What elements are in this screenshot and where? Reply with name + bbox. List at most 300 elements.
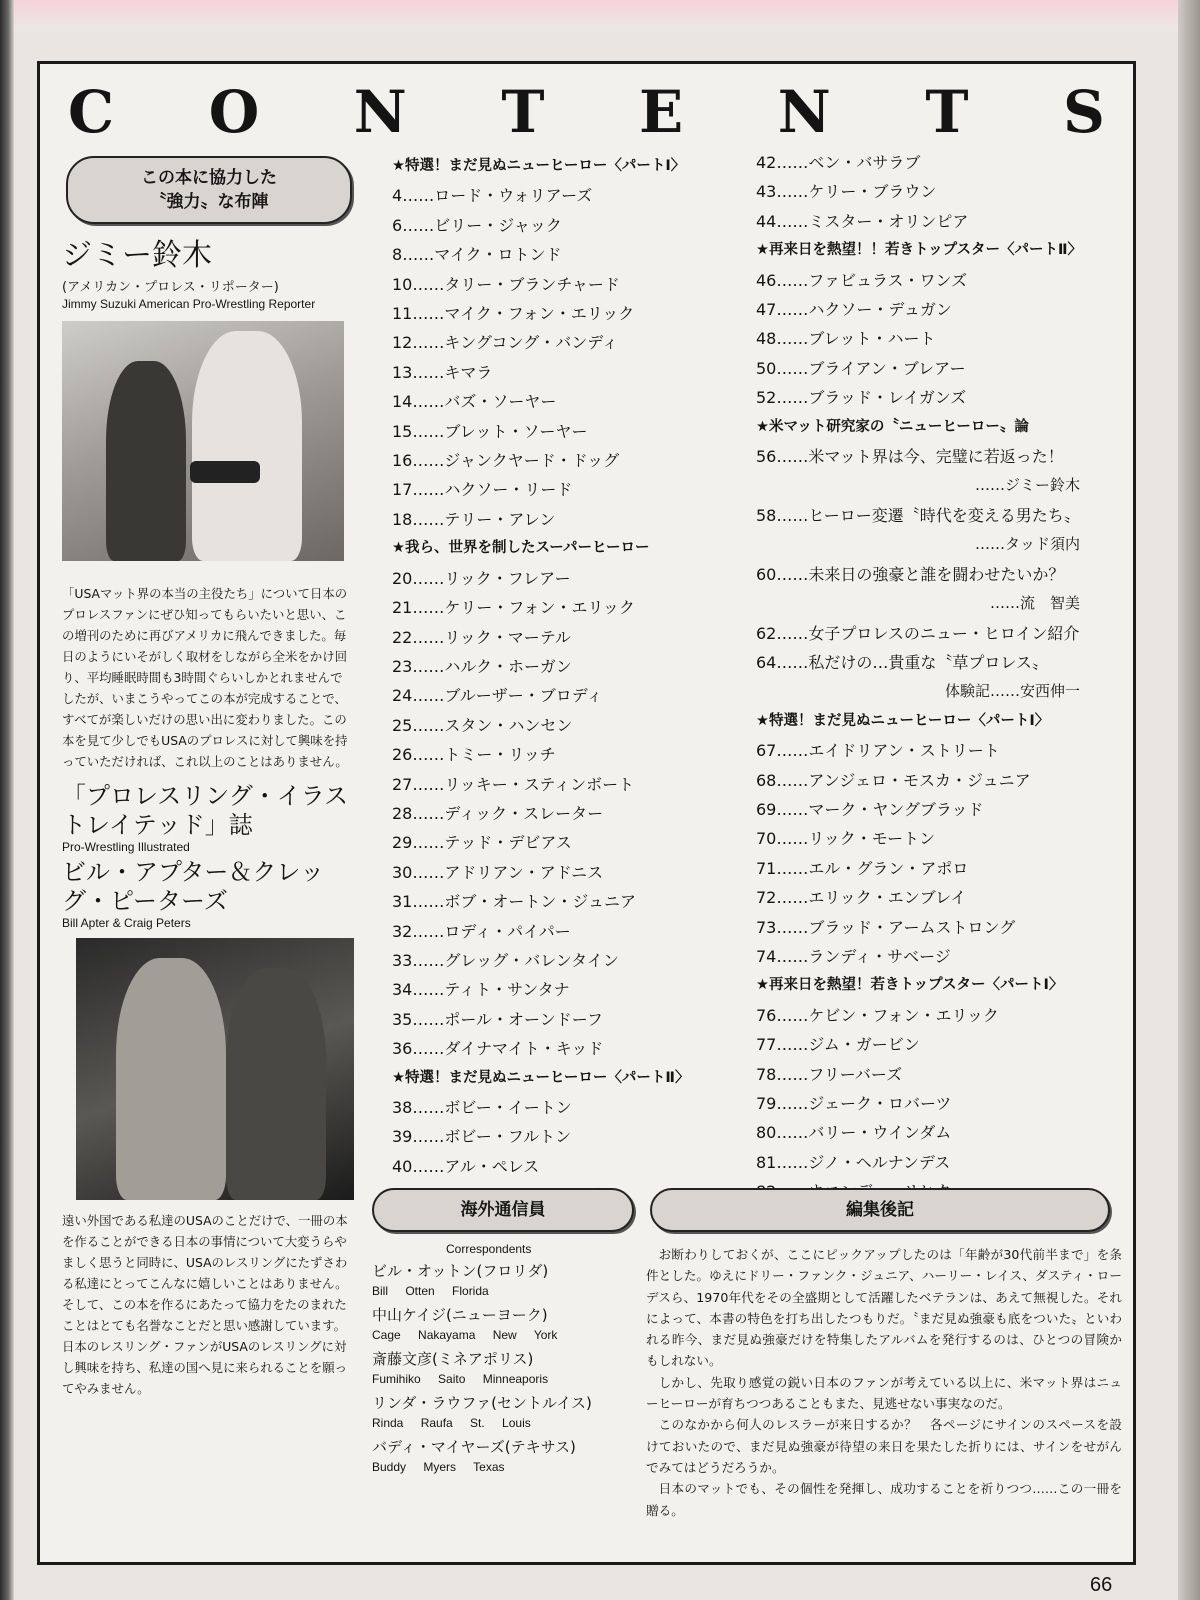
toc-entry xyxy=(756,1060,1116,1089)
toc-entry-name: マイク・ロトンド xyxy=(434,245,562,265)
toc-entry xyxy=(392,475,742,504)
toc-entry xyxy=(392,1034,742,1063)
toc-entry-name: グレッグ・バレンタイン xyxy=(444,950,619,970)
title-letter: T xyxy=(501,78,545,146)
toc-entry-name: ポール・オーンドーフ xyxy=(444,1009,603,1029)
contributor-title-jp: (アメリカン・プロレス・リポーター) xyxy=(62,280,279,295)
toc-entry-name: ケリー・ブラウン xyxy=(808,182,937,202)
toc-leader-dots: …… xyxy=(412,1039,445,1059)
toc-leader-dots: …… xyxy=(412,1009,445,1029)
toc-page-number: 28 xyxy=(392,803,413,823)
toc-leader-dots: …… xyxy=(776,1152,809,1172)
toc-leader-dots: …… xyxy=(776,153,809,172)
toc-entry xyxy=(756,442,1116,471)
toc-leader-dots: …… xyxy=(412,656,445,676)
toc-leader-dots: …… xyxy=(776,652,809,672)
photo-figure xyxy=(192,331,302,561)
toc-leader-dots: …… xyxy=(776,300,809,320)
toc-leader-dots: …… xyxy=(776,799,809,819)
toc-entry xyxy=(756,560,1116,589)
title-letter: S xyxy=(1063,78,1105,146)
toc-author-credit: ……流 智美 xyxy=(989,594,1080,613)
photo-figure xyxy=(106,361,186,561)
toc-entry-name: リッキー・スティンボート xyxy=(444,774,635,794)
toc-entry xyxy=(392,1093,742,1122)
toc-page-number: 20 xyxy=(392,568,413,588)
correspondent-name-jp: 斎藤文彦(ミネアポリス) xyxy=(372,1350,534,1368)
toc-page-number: 8 xyxy=(392,245,403,265)
toc-page-number: 43 xyxy=(756,182,777,202)
toc-page-number: 29 xyxy=(392,833,413,853)
toc-page-number: 64 xyxy=(756,652,777,672)
toc-leader-dots: …… xyxy=(412,627,445,647)
editor-note-paragraph: このなかから何人のレスラーが来日するか？ 各ページにサインのスペースを設けておいたので、まだ見ぬ強豪が待望の来日を果たした折りには、サインをせがんでみてはどうだろうか。 xyxy=(646,1417,1122,1475)
toc-leader-dots: …… xyxy=(776,946,809,966)
toc-middle-column xyxy=(392,152,742,1211)
toc-entry xyxy=(756,1001,1116,1030)
toc-entry-name: ブレット・ハート xyxy=(808,329,936,349)
toc-page-number: 77 xyxy=(756,1035,777,1055)
title-letter: O xyxy=(208,78,260,146)
toc-page-number: 70 xyxy=(756,829,777,849)
championship-belt xyxy=(190,461,260,483)
toc-entry-name: テリー・アレン xyxy=(444,509,556,529)
toc-entry xyxy=(756,383,1116,412)
toc-entry xyxy=(392,358,742,387)
toc-entry-name: キングコング・バンディ xyxy=(444,333,618,353)
toc-page-number: 62 xyxy=(756,623,777,643)
toc-entry xyxy=(756,913,1116,942)
toc-entry-name: 女子プロレスのニュー・ヒロイン紹介 xyxy=(808,623,1080,643)
toc-page-number: 16 xyxy=(392,451,413,471)
toc-author-credit: ……ジミー鈴木 xyxy=(974,476,1080,495)
toc-entry xyxy=(392,1152,742,1181)
toc-page-number: 78 xyxy=(756,1064,777,1084)
toc-leader-dots: …… xyxy=(412,833,445,853)
toc-page-number: 38 xyxy=(392,1098,413,1117)
toc-entry-name: ハルク・ホーガン xyxy=(444,656,572,676)
toc-entry xyxy=(392,1122,742,1151)
toc-entry-name: 未来日の強豪と誰を闘わせたいか？ xyxy=(808,564,1065,584)
toc-entry xyxy=(392,828,742,857)
toc-entry xyxy=(756,354,1116,383)
toc-entry-name: ビリー・ジャック xyxy=(434,215,562,235)
toc-leader-dots: …… xyxy=(776,388,809,408)
toc-page-number: 68 xyxy=(756,770,777,790)
toc-page-number: 48 xyxy=(756,329,777,349)
toc-entry xyxy=(392,975,742,1004)
title-letter: N xyxy=(777,78,831,146)
magazine-name-en: Pro-Wrestling Illustrated xyxy=(62,840,190,854)
correspondent-name-jp: ビル・オットン(フロリダ) xyxy=(372,1262,549,1280)
title-letter: C xyxy=(68,78,115,146)
toc-page-number: 58 xyxy=(756,505,777,525)
toc-entry xyxy=(392,740,742,769)
toc-entry xyxy=(392,946,742,975)
toc-page-number: 36 xyxy=(392,1039,413,1059)
toc-entry-name: リック・モートン xyxy=(808,829,936,849)
correspondents-list xyxy=(372,1260,672,1476)
toc-entry-name: ブラッド・レイガンズ xyxy=(808,388,967,408)
toc-entry xyxy=(392,887,742,916)
toc-leader-dots: …… xyxy=(776,829,809,849)
contributors-heading: この本に協力した 〝強力〟な布陣 xyxy=(66,156,352,224)
toc-entry-name: アンジェロ・モスカ・ジュニア xyxy=(808,770,1031,790)
editor-note-section xyxy=(646,1188,1122,1521)
toc-entry-name: ハクソー・デュガン xyxy=(808,300,952,320)
toc-entry-name: ミスター・オリンピア xyxy=(808,211,969,231)
toc-right-column xyxy=(756,148,1116,1207)
toc-leader-dots: …… xyxy=(412,362,445,382)
correspondent-name-jp: 中山ケイジ(ニューヨーク) xyxy=(372,1306,548,1324)
toc-entry xyxy=(756,736,1116,765)
toc-entry-name: エイドリアン・ストリート xyxy=(808,741,1000,761)
toc-entry xyxy=(392,858,742,887)
toc-entry xyxy=(392,328,742,357)
toc-leader-dots: …… xyxy=(412,980,445,1000)
toc-author-credit: ……タッド須内 xyxy=(974,535,1080,554)
toc-page-number: 76 xyxy=(756,1005,777,1025)
photo-apter-peters xyxy=(76,938,354,1200)
toc-entry-name: バズ・ソーヤー xyxy=(444,392,557,412)
toc-entry-name: エル・グラン・アポロ xyxy=(808,858,969,878)
contributor-name: ジミー鈴木 xyxy=(62,238,212,273)
toc-page-number: 72 xyxy=(756,888,777,908)
toc-entry-name: ケビン・フォン・エリック xyxy=(808,1005,999,1025)
toc-page-number: 32 xyxy=(392,921,413,941)
toc-page-number: 4 xyxy=(392,186,403,206)
toc-page-number: 30 xyxy=(392,862,413,882)
toc-leader-dots: …… xyxy=(412,421,445,441)
toc-entry xyxy=(392,623,742,652)
toc-entry xyxy=(392,593,742,622)
toc-entry xyxy=(756,1089,1116,1118)
toc-page-number: 44 xyxy=(756,211,777,231)
toc-page-number: 50 xyxy=(756,358,777,378)
toc-entry-name: ジノ・ヘルナンデス xyxy=(808,1152,951,1172)
toc-entry-name: ヒーロー変遷〝時代を変える男たち〟 xyxy=(808,505,1080,525)
toc-section-heading: ★特選！まだ見ぬニューヒーロー〈パートⅠ〉 xyxy=(756,712,1050,729)
toc-entry xyxy=(756,648,1116,677)
toc-entry-name: キマラ xyxy=(444,362,493,382)
toc-leader-dots: …… xyxy=(412,1156,445,1176)
toc-leader-dots: …… xyxy=(776,358,809,378)
toc-entry-name: ブルーザー・ブロディ xyxy=(444,686,603,706)
toc-entry-name: ロディ・パイパー xyxy=(444,921,571,941)
correspondent-name-jp: バディ・マイヤーズ(テキサス) xyxy=(372,1438,576,1456)
toc-leader-dots: …… xyxy=(776,770,809,790)
toc-entry xyxy=(392,917,742,946)
contributors-column xyxy=(62,156,362,1399)
toc-page-number: 80 xyxy=(756,1123,777,1143)
correspondents-heading: 海外通信員 xyxy=(372,1188,634,1232)
toc-leader-dots: …… xyxy=(776,1123,809,1143)
toc-section-heading: ★特選！まだ見ぬニューヒーロー〈パートⅠ〉 xyxy=(392,158,686,174)
photo-jimmy-suzuki xyxy=(62,321,344,561)
toc-page-number: 34 xyxy=(392,980,413,1000)
toc-entry xyxy=(392,446,742,475)
toc-entry-name: ファビュラス・ワンズ xyxy=(808,270,968,290)
toc-leader-dots: …… xyxy=(412,568,445,588)
correspondent-name-en: Buddy Myers Texas xyxy=(372,1460,505,1474)
toc-entry xyxy=(392,240,742,269)
toc-entry-name: 私だけの…貴重な〝草プロレス〟 xyxy=(808,652,1048,672)
toc-page-number: 71 xyxy=(756,858,777,878)
toc-entry-name: ランディ・サベージ xyxy=(808,946,951,966)
toc-page-number: 81 xyxy=(756,1152,777,1172)
toc-leader-dots: …… xyxy=(412,509,445,529)
toc-entry-name: ケリー・フォン・エリック xyxy=(444,598,635,618)
toc-entry xyxy=(756,619,1116,648)
toc-entry-name: マーク・ヤングブラッド xyxy=(808,799,984,819)
toc-entry-name: リック・フレアー xyxy=(444,568,571,588)
toc-page-number: 18 xyxy=(392,509,413,529)
correspondents-section xyxy=(372,1188,672,1476)
toc-entry xyxy=(756,177,1116,206)
editor-note-heading: 編集後記 xyxy=(650,1188,1110,1232)
toc-leader-dots: …… xyxy=(776,505,809,525)
page-number: 66 xyxy=(1090,1574,1113,1596)
toc-entry-name: ブライアン・ブレアー xyxy=(808,358,966,378)
toc-entry xyxy=(756,501,1116,530)
toc-entry-name: アル・ペレス xyxy=(444,1156,540,1176)
toc-entry xyxy=(756,883,1116,912)
photo-figure xyxy=(226,968,326,1200)
contributor-title-en: Jimmy Suzuki American Pro-Wrestling Reporter xyxy=(62,297,316,311)
toc-entry xyxy=(392,564,742,593)
toc-entry-name: タリー・ブランチャード xyxy=(444,274,620,294)
editor-note-paragraph: 日本のマットでも、その個性を発揮し、成功することを祈りつつ……この一冊を贈る。 xyxy=(646,1481,1122,1518)
toc-entry-name: ボビー・イートン xyxy=(444,1098,572,1117)
toc-leader-dots: …… xyxy=(776,270,809,290)
toc-entry xyxy=(756,942,1116,971)
toc-entry xyxy=(756,795,1116,824)
toc-entry-name: ティト・サンタナ xyxy=(444,980,570,1000)
toc-leader-dots: …… xyxy=(412,892,445,912)
toc-leader-dots: …… xyxy=(776,211,809,231)
correspondent-name-jp: リンダ・ラウファ(セントルイス) xyxy=(372,1394,592,1412)
toc-page-number: 42 xyxy=(756,153,777,172)
toc-section-heading: ★再来日を熱望！！若きトップスター〈パートⅡ〉 xyxy=(756,242,1083,259)
toc-entry-name: 米マット界は今、完璧に若返った！ xyxy=(808,447,1064,467)
toc-page-number: 67 xyxy=(756,741,777,761)
toc-page-number: 6 xyxy=(392,215,403,235)
toc-page-number: 23 xyxy=(392,656,413,676)
toc-page-number: 17 xyxy=(392,480,413,500)
toc-leader-dots: …… xyxy=(412,715,445,735)
photo-figure xyxy=(116,958,226,1200)
toc-leader-dots: …… xyxy=(412,274,445,294)
editors-name: ビル・アプター＆クレッグ・ピーターズ xyxy=(62,858,325,915)
toc-leader-dots: …… xyxy=(412,333,445,353)
toc-page-number: 39 xyxy=(392,1127,413,1147)
toc-entry xyxy=(392,681,742,710)
toc-section-heading: ★特選！まだ見ぬニューヒーロー〈パートⅡ〉 xyxy=(392,1069,690,1086)
toc-entry-name: バリー・ウインダム xyxy=(808,1123,952,1143)
toc-entry-name: アドリアン・アドニス xyxy=(444,862,604,882)
toc-entry-name: ベン・バサラブ xyxy=(808,153,921,172)
toc-page-number: 26 xyxy=(392,745,413,765)
toc-page-number: 27 xyxy=(392,774,413,794)
toc-leader-dots: …… xyxy=(776,623,809,643)
toc-leader-dots: …… xyxy=(402,186,435,206)
toc-entry-name: ディック・スレーター xyxy=(444,803,604,823)
toc-entry xyxy=(392,799,742,828)
toc-section-heading: ★我ら、世界を制したスーパーヒーロー xyxy=(392,540,650,557)
toc-entry xyxy=(392,652,742,681)
toc-entry xyxy=(756,854,1116,883)
toc-entry-name: ハクソー・リード xyxy=(444,480,573,500)
jimmy-message: 「USAマット界の本当の主役たち」について日本のプロレスファンにぜひ知ってもらいたいと思い、この増刊のために再びアメリカに飛んできました。毎日のようにいそがしく取材をしながら全米をかけ回り、平均睡眠時間も3時間ぐらいしかとれませんでしたが、いまこうやってこの本が完成することで、すべてが楽しいだけの思い出に変わりました。この本を見て少しでもUSAのプロレスに対して興味を持っていただければ、これ以上のことはありません。 xyxy=(62,586,348,769)
toc-leader-dots: …… xyxy=(776,182,809,202)
toc-entry xyxy=(392,1005,742,1034)
editors-name-en: Bill Apter & Craig Peters xyxy=(62,916,191,930)
toc-page-number: 40 xyxy=(392,1156,413,1176)
toc-leader-dots: …… xyxy=(776,1035,809,1055)
toc-entry-name: テッド・デビアス xyxy=(444,833,572,853)
toc-page-number: 22 xyxy=(392,627,413,647)
toc-entry-name: マイク・フォン・エリック xyxy=(444,304,635,324)
toc-entry xyxy=(392,711,742,740)
toc-leader-dots: …… xyxy=(776,447,809,467)
toc-entry xyxy=(392,299,742,328)
toc-page-number: 31 xyxy=(392,892,413,912)
magazine-name: 「プロレスリング・イラストレイテッド」誌 xyxy=(62,782,349,839)
toc-author-credit: 体験記……安西伸一 xyxy=(944,682,1080,701)
toc-leader-dots: …… xyxy=(776,858,809,878)
toc-page-number: 79 xyxy=(756,1094,777,1113)
toc-entry-name: スタン・ハンセン xyxy=(444,715,573,735)
toc-entry xyxy=(392,387,742,416)
toc-leader-dots: …… xyxy=(776,1094,809,1113)
toc-entry xyxy=(756,266,1116,295)
toc-page-number: 73 xyxy=(756,917,777,937)
toc-leader-dots: …… xyxy=(412,304,445,324)
toc-leader-dots: …… xyxy=(412,803,445,823)
toc-entry-name: ジャンクヤード・ドッグ xyxy=(444,451,620,471)
title-letter: E xyxy=(639,78,684,146)
correspondents-label: Correspondents xyxy=(446,1242,532,1256)
toc-page-number: 15 xyxy=(392,421,413,441)
toc-section-heading: ★再来日を熱望！若きトップスター〈パートⅠ〉 xyxy=(756,977,1064,994)
correspondent-name-en: Cage Nakayama New York xyxy=(372,1328,558,1342)
toc-entry-name: ロード・ウォリアーズ xyxy=(434,186,593,206)
toc-entry xyxy=(392,211,742,240)
toc-leader-dots: …… xyxy=(412,1127,445,1147)
contents-title xyxy=(40,72,1133,152)
toc-entry xyxy=(756,295,1116,324)
toc-entry-name: リック・マーテル xyxy=(444,627,571,647)
toc-entry xyxy=(756,207,1116,236)
correspondent-name-en: Fumihiko Saito Minneaporis xyxy=(372,1372,549,1386)
toc-leader-dots: …… xyxy=(412,1098,445,1117)
toc-entry-name: ジェーク・ロバーツ xyxy=(808,1094,952,1113)
toc-page-number: 11 xyxy=(392,304,413,324)
contents-frame xyxy=(37,61,1136,1565)
toc-page-number: 33 xyxy=(392,950,413,970)
toc-leader-dots: …… xyxy=(412,745,445,765)
toc-leader-dots: …… xyxy=(776,917,809,937)
toc-entry-name: フリーバーズ xyxy=(808,1064,903,1084)
toc-leader-dots: …… xyxy=(412,774,445,794)
editor-note-text xyxy=(646,1244,1122,1521)
toc-leader-dots: …… xyxy=(776,1005,809,1025)
toc-entry xyxy=(392,417,742,446)
toc-page-number: 35 xyxy=(392,1009,413,1029)
toc-page-number: 24 xyxy=(392,686,413,706)
title-letter: T xyxy=(925,78,969,146)
toc-page-number: 13 xyxy=(392,362,413,382)
toc-page-number: 14 xyxy=(392,392,413,412)
toc-leader-dots: …… xyxy=(412,862,445,882)
toc-page-number: 12 xyxy=(392,333,413,353)
toc-section-heading: ★米マット研究家の〝ニューヒーロー〟論 xyxy=(756,418,1029,435)
toc-leader-dots: …… xyxy=(776,888,809,908)
title-letter: N xyxy=(353,78,407,146)
correspondent-name-en: Rinda Raufa St. Louis xyxy=(372,1416,531,1430)
page-spine-edge xyxy=(0,0,14,1600)
toc-entry xyxy=(756,324,1116,353)
toc-page-number: 46 xyxy=(756,270,777,290)
toc-leader-dots: …… xyxy=(412,921,445,941)
toc-entry xyxy=(756,148,1116,177)
toc-entry xyxy=(392,505,742,534)
editor-note-paragraph: お断わりしておくが、ここにピックアップしたのは「年齢が30代前半まで」を条件とした。ゆえにドリー・ファンク・ジュニア、ハーリー・レイス、ダスティ・ローデスら、1970年代をその全盛期として活躍したベテランは、あえて無視した。それによって、本書の特色を打ち出したつもりだ。〝まだ見ぬ強豪も底をついた〟といわれる昨今、まだ見ぬ強豪だけを特集したアルバムを発行するのは、ひとつの冒険かもしれない。 xyxy=(646,1247,1122,1369)
toc-leader-dots: …… xyxy=(412,480,445,500)
toc-entry-name: ブラッド・アームストロング xyxy=(808,917,1016,937)
toc-leader-dots: …… xyxy=(412,686,445,706)
toc-entry-name: ブレット・ソーヤー xyxy=(444,421,588,441)
toc-leader-dots: …… xyxy=(412,598,445,618)
toc-leader-dots: …… xyxy=(402,215,435,235)
toc-page-number: 69 xyxy=(756,799,777,819)
apter-message: 遠い外国である私達のUSAのことだけで、一冊の本を作ることができる日本の事情について大変うらやましく思うと同時に、USAのレスリングにたずさわる私達にとってこんなに嬉しいことはありません。そして、この本を作るにあたって協力をたのまれたことはとても名誉なことだと思い感謝しています。日本のレスリング・ファンがUSAのレスリングに対し興味を持ち、私達の国へ見に来られることを願ってやみません。 xyxy=(62,1213,348,1396)
toc-entry xyxy=(756,1148,1116,1177)
toc-entry xyxy=(756,824,1116,853)
toc-entry xyxy=(756,1030,1116,1059)
toc-page-number: 25 xyxy=(392,715,413,735)
toc-leader-dots: …… xyxy=(776,564,809,584)
toc-leader-dots: …… xyxy=(412,950,445,970)
page-top-edge xyxy=(0,0,1200,30)
toc-entry-name: ジム・ガービン xyxy=(808,1035,920,1055)
toc-page-number: 10 xyxy=(392,274,413,294)
toc-leader-dots: …… xyxy=(776,741,809,761)
toc-entry xyxy=(392,270,742,299)
toc-leader-dots: …… xyxy=(412,392,445,412)
toc-page-number: 52 xyxy=(756,388,777,408)
toc-entry xyxy=(392,770,742,799)
toc-entry-name: ボビー・フルトン xyxy=(444,1127,572,1147)
toc-page-number: 56 xyxy=(756,447,777,467)
toc-page-number: 60 xyxy=(756,564,777,584)
toc-leader-dots: …… xyxy=(776,1064,809,1084)
toc-page-number: 21 xyxy=(392,598,413,618)
toc-page-number: 74 xyxy=(756,946,777,966)
toc-leader-dots: …… xyxy=(776,329,809,349)
toc-entry-name: ボブ・オートン・ジュニア xyxy=(444,892,637,912)
toc-entry xyxy=(756,766,1116,795)
editor-note-paragraph: しかし、先取り感覚の鋭い日本のファンが考えている以上に、米マット界はニューヒーローが育ちつつあることもまた、見逃せない事実なのだ。 xyxy=(646,1374,1122,1412)
toc-entry-name: ダイナマイト・キッド xyxy=(444,1039,604,1059)
toc-leader-dots: …… xyxy=(412,451,445,471)
toc-entry-name: エリック・エンブレイ xyxy=(808,888,967,908)
toc-entry xyxy=(392,181,742,210)
correspondent-name-en: Bill Otten Florida xyxy=(372,1284,489,1298)
page-right-edge xyxy=(1178,0,1200,1600)
toc-leader-dots: …… xyxy=(402,245,435,265)
toc-entry-name: トミー・リッチ xyxy=(444,745,556,765)
